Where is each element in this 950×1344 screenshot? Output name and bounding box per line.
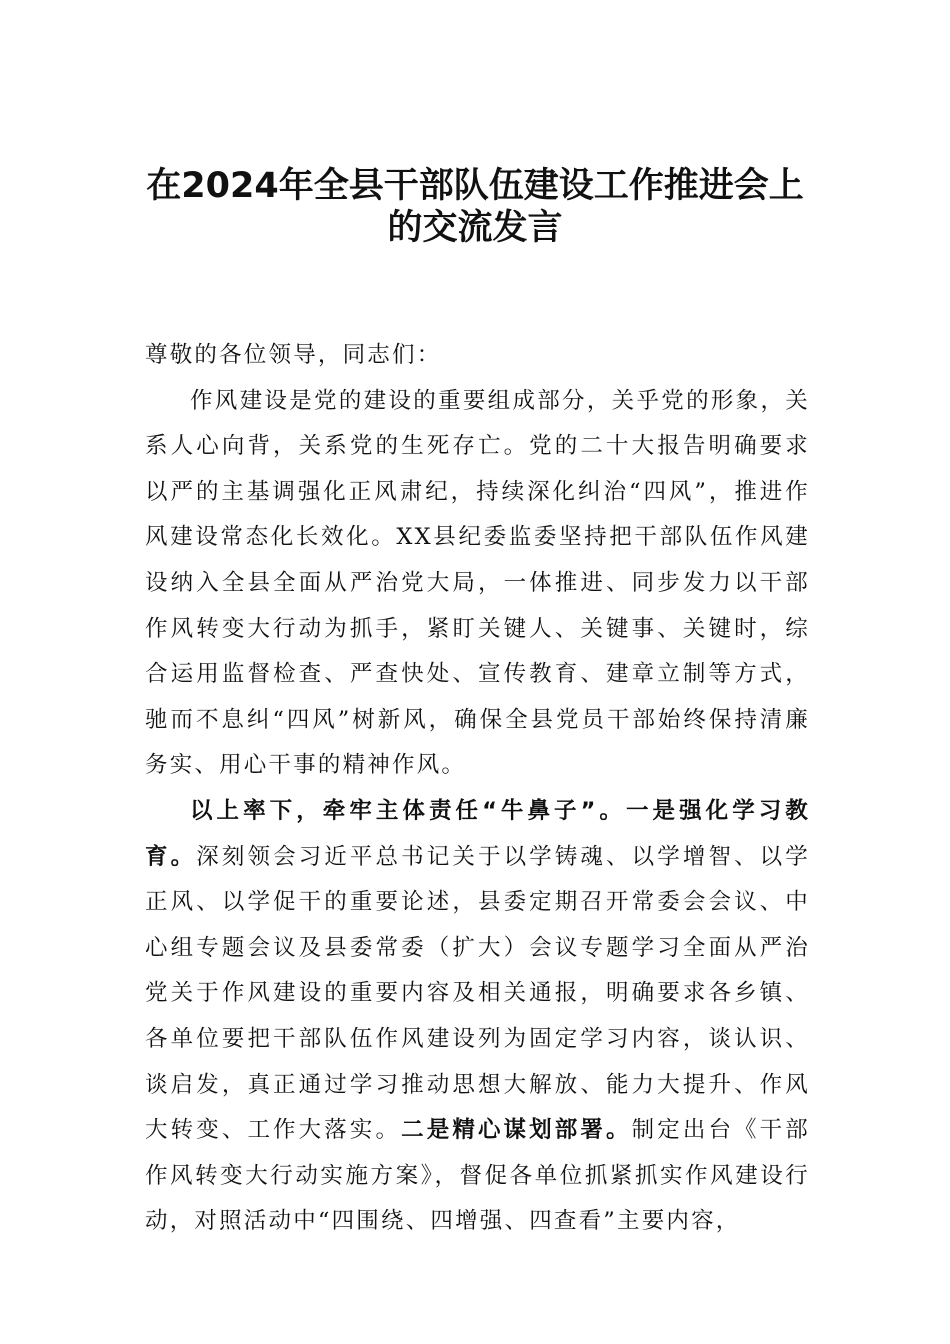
document-title-line-1: 在2024年全县干部队伍建设工作推进会上 [146, 166, 804, 206]
document-title-line-2: 的交流发言 [387, 208, 563, 248]
paragraph-intro: 作风建设是党的建设的重要组成部分，关乎党的形象，关系人心向背，关系党的生死存亡。党的二十大报告明确要求以严的主基调强化正风肃纪，持续深化纠治“四风”，推进作风建设常态化长效化。XX县纪委监委坚持把干部队伍作风建设纳入全县全面从严治党大局，一体推进、同步发力以干部作风转变大行动为抓手，紧盯关键人、关键事、关键时，综合运用监督检查、严查快处、宣传教育、建章立制等方式，驰而不息纠“四风”树新风，确保全县党员干部始终保持清廉务实、用心干事的精神作风。 [145, 387, 810, 779]
section-heading: 以上率下，牵牢主体责任“牛鼻子”。 [190, 797, 626, 824]
point-2-text: 制定出台《干部作风转变大行动实施方案》，督促各单位抓紧抓实作风建设行动，对照活动中“四围绕、四增强、四查看”主要内容， [145, 1117, 810, 1235]
paragraph-responsibility [145, 789, 810, 1245]
greeting: 尊敬的各位领导，同志们： [145, 342, 442, 368]
point-2-label: 二是精心谋划部署。 [401, 1117, 632, 1144]
document-body [145, 333, 810, 1245]
point-1-label: 一是强化学习教育。 [145, 797, 811, 870]
point-1-text: 深刻领会习近平总书记关于以学铸魂、以学增智、以学正风、以学促干的重要论述，县委定期召开常委会会议、中心组专题会议及县委常委（扩大）会议专题学习全面从严治党关于作风建设的重要内容及相关通报，明确要求各乡镇、各单位要把干部队伍作风建设列为固定学习内容，谈认识、谈启发，真正通过学习推动思想大解放、能力大提升、作风大转变、工作大落实。 [145, 843, 810, 1144]
